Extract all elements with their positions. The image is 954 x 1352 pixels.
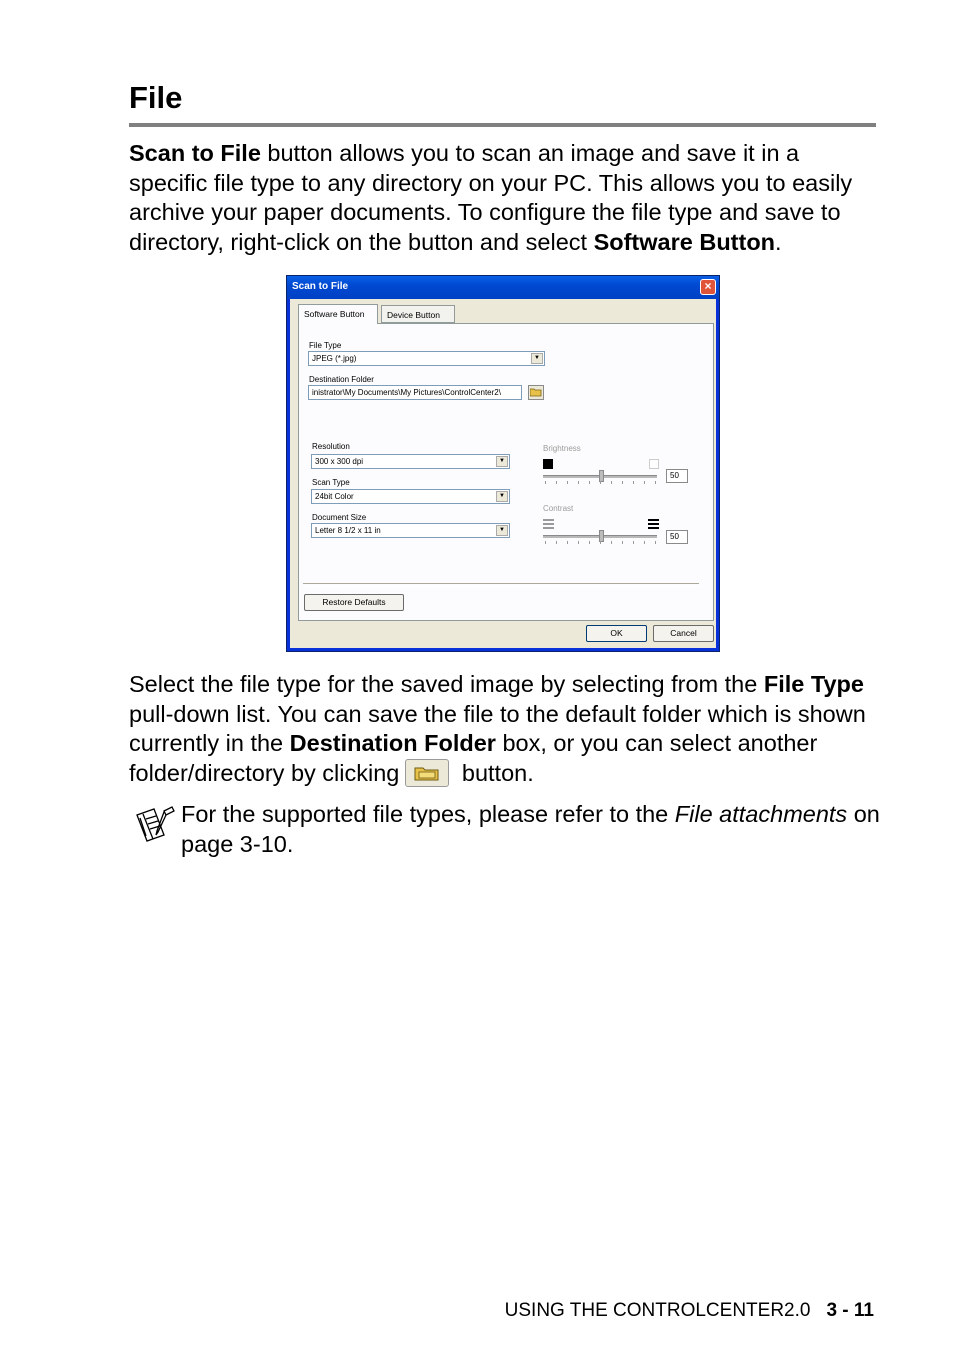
cancel-button[interactable]: Cancel — [653, 625, 714, 642]
panel-separator — [303, 583, 699, 587]
low-contrast-icon — [543, 519, 554, 529]
select-bold-file-type: File Type — [763, 671, 864, 697]
chevron-down-icon[interactable]: ▼ — [496, 525, 508, 536]
resolution-select[interactable] — [311, 454, 510, 469]
note-pad-icon — [134, 805, 176, 845]
scan-type-select[interactable] — [311, 489, 510, 504]
chevron-down-icon[interactable]: ▼ — [496, 491, 508, 502]
document-size-label: Document Size — [312, 513, 367, 522]
page-title: File — [129, 80, 183, 115]
light-square-icon — [649, 459, 659, 469]
select-text-2: pull-down list. You can save the file to the default folder which is shown currently in the — [129, 700, 866, 757]
restore-defaults-button[interactable]: Restore Defaults — [304, 594, 404, 611]
destination-folder-label: Destination Folder — [309, 375, 374, 384]
browse-folder-button[interactable] — [528, 385, 544, 400]
note-text — [181, 800, 881, 859]
inline-browse-button — [405, 759, 449, 787]
select-text-1: Select the file type for the saved image by selecting from the — [129, 671, 764, 697]
select-text-3: box, or you can select another folder/directory by clicking — [129, 730, 818, 787]
intro-text-1: button allows you to scan an image and save it in a specific file type to any directory on your PC. This allows you to easily archive your paper documents. To configure the file type and save to directory, right-click on the button and select — [129, 140, 853, 256]
contrast-value[interactable]: 50 — [666, 530, 688, 544]
brightness-label: Brightness — [543, 444, 581, 453]
scan-type-value: 24bit Color — [315, 492, 354, 501]
footer-section: USING THE CONTROLCENTER2.0 — [504, 1300, 811, 1321]
high-contrast-icon — [648, 519, 659, 529]
footer-page-number: 3 - 11 — [826, 1300, 874, 1321]
scan-type-label: Scan Type — [312, 478, 350, 487]
note-italic-file-attachments: File attachments — [674, 801, 848, 827]
close-icon[interactable]: × — [700, 279, 716, 295]
page-footer — [505, 1300, 874, 1322]
file-type-value: JPEG (*.jpg) — [312, 354, 357, 363]
select-bold-destination-folder: Destination Folder — [289, 730, 496, 757]
note-text-2: on page 3-10. — [181, 801, 880, 857]
ok-button[interactable]: OK — [586, 625, 647, 642]
scan-to-file-dialog — [286, 275, 720, 652]
contrast-label: Contrast — [543, 504, 574, 513]
intro-bold-software-button: Software Button — [593, 229, 776, 256]
dark-square-icon — [543, 459, 553, 469]
document-size-select[interactable] — [311, 523, 510, 538]
note-text-1: For the supported file types, please refer to the — [181, 801, 675, 827]
brightness-value[interactable]: 50 — [666, 469, 688, 483]
select-text-4: button. — [455, 760, 534, 787]
destination-folder-value: inistrator\My Documents\My Pictures\ControlCenter2\ — [312, 388, 501, 397]
dialog-titlebar — [287, 276, 719, 299]
folder-icon — [414, 765, 440, 781]
dialog-title: Scan to File — [292, 281, 349, 292]
tab-software-button[interactable]: Software Button — [298, 304, 378, 324]
chevron-down-icon[interactable]: ▼ — [531, 353, 543, 364]
resolution-label: Resolution — [312, 442, 350, 451]
intro-paragraph — [129, 139, 879, 258]
contrast-ticks — [545, 541, 657, 545]
resolution-value: 300 x 300 dpi — [315, 457, 364, 466]
file-type-label: File Type — [309, 341, 342, 350]
folder-icon — [530, 388, 542, 397]
intro-bold-scan-to-file: Scan to File — [129, 140, 261, 166]
title-rule — [129, 123, 876, 127]
destination-folder-input[interactable] — [308, 385, 522, 400]
dialog-client — [290, 299, 716, 648]
document-size-value: Letter 8 1/2 x 11 in — [315, 526, 381, 535]
brightness-ticks — [545, 481, 657, 485]
select-paragraph — [129, 670, 879, 789]
tab-device-button[interactable]: Device Button — [381, 305, 455, 323]
chevron-down-icon[interactable]: ▼ — [496, 456, 508, 467]
file-type-select[interactable] — [308, 351, 545, 366]
intro-text-2: . — [775, 229, 782, 256]
tab-panel — [298, 323, 714, 621]
